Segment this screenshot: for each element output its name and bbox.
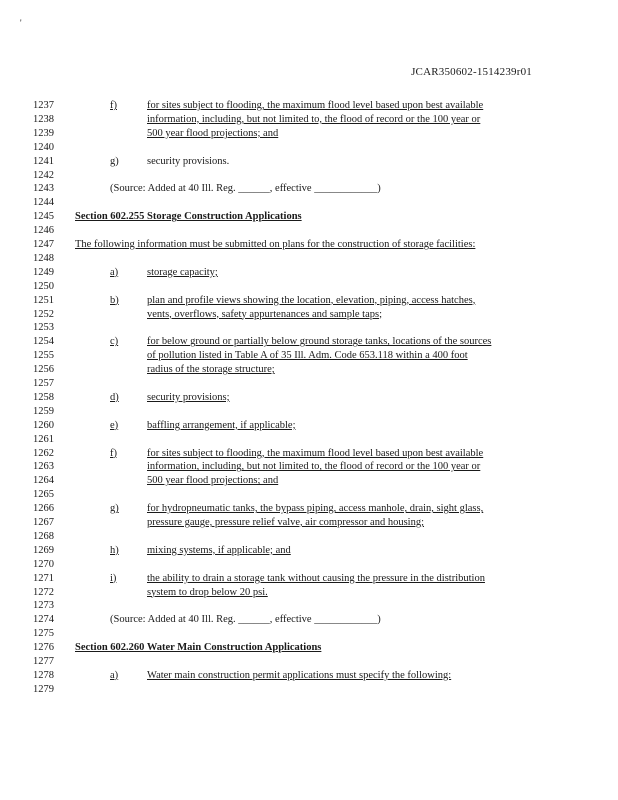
line-number: 1252	[33, 308, 54, 320]
line-number: 1242	[33, 169, 54, 181]
item-text: system to drop below 20 psi.	[147, 586, 268, 598]
line-number: 1261	[33, 433, 54, 445]
item-text: security provisions.	[147, 155, 230, 167]
line-number: 1278	[33, 669, 54, 681]
line-number: 1260	[33, 419, 54, 431]
item-text: for sites subject to flooding, the maximum flood level based upon best available	[147, 447, 484, 459]
item-text: pressure gauge, pressure relief valve, air compressor and housing;	[147, 517, 424, 528]
line-number: 1265	[33, 489, 54, 501]
line-number: 1269	[33, 544, 54, 556]
line-number: 1268	[33, 530, 54, 542]
item-label: a)	[110, 669, 119, 681]
item-label: d)	[110, 391, 119, 403]
item-label: e)	[110, 419, 119, 431]
item-text: storage capacity;	[147, 266, 218, 278]
item-label: h)	[110, 544, 119, 556]
line-number: 1240	[33, 141, 54, 153]
item-label: b)	[110, 294, 119, 306]
item-text: information, including, but not limited to, the flood of record or the 100 year or	[147, 113, 481, 125]
line-number: 1274	[33, 614, 54, 626]
item-text: Water main construction permit applications must specify the following:	[147, 669, 452, 681]
line-number: 1273	[33, 600, 54, 612]
line-number: 1276	[33, 642, 54, 654]
line-number: 1257	[33, 378, 54, 389]
line-number: 1248	[33, 252, 54, 264]
section-heading: Section 602.260 Water Main Construction Applications	[75, 642, 322, 654]
line-number: 1246	[33, 225, 54, 237]
item-text: baffling arrangement, if applicable;	[147, 419, 296, 431]
line-number: 1251	[33, 294, 54, 306]
line-number: 1259	[33, 405, 54, 417]
line-number: 1254	[33, 336, 54, 348]
item-label: i)	[110, 572, 117, 584]
line-number: 1277	[33, 656, 54, 667]
item-text: information, including, but not limited to, the flood of record or the 100 year or	[147, 461, 481, 473]
line-number: 1279	[33, 683, 54, 695]
line-number: 1266	[33, 503, 54, 515]
item-text: for hydropneumatic tanks, the bypass piping, access manhole, drain, sight glass,	[147, 503, 484, 515]
item-text: security provisions;	[147, 391, 230, 403]
line-number: 1243	[33, 183, 54, 195]
item-label: a)	[110, 266, 119, 278]
line-number: 1241	[33, 155, 54, 167]
item-text: plan and profile views showing the location, elevation, piping, access hatches,	[147, 294, 476, 306]
line-number: 1253	[33, 322, 54, 334]
item-label: c)	[110, 336, 119, 348]
line-number: 1250	[33, 280, 54, 292]
line-number: 1271	[33, 572, 54, 584]
line-number: 1272	[33, 586, 54, 598]
item-label: f)	[110, 100, 117, 111]
line-number: 1262	[33, 447, 54, 459]
item-label: g)	[110, 503, 119, 515]
item-text: of pollution listed in Table A of 35 Ill. Adm. Code 653.118 within a 400 foot	[147, 350, 468, 362]
line-number: 1263	[33, 461, 54, 473]
corner-mark: '	[20, 18, 22, 28]
item-text: radius of the storage structure;	[147, 364, 275, 376]
item-text: vents, overflows, safety appurtenances and sample taps;	[147, 308, 383, 320]
line-number: 1256	[33, 364, 54, 376]
line-number: 1258	[33, 391, 54, 403]
item-text: for below ground or partially below ground storage tanks, locations of the sources	[147, 336, 492, 348]
line-number: 1255	[33, 350, 54, 362]
document-id-header: JCAR350602-1514239r01	[411, 66, 532, 78]
source-note: (Source: Added at 40 Ill. Reg. ______, effective ____________)	[110, 183, 381, 195]
line-number: 1264	[33, 475, 54, 487]
source-note: (Source: Added at 40 Ill. Reg. ______, effective ____________)	[110, 614, 381, 626]
section-heading: Section 602.255 Storage Construction Applications	[75, 211, 302, 223]
line-number: 1237	[33, 100, 54, 111]
item-label: f)	[110, 447, 117, 459]
line-number: 1238	[33, 113, 54, 125]
item-text: the ability to drain a storage tank without causing the pressure in the distribution	[147, 572, 485, 584]
line-number: 1245	[33, 211, 54, 223]
line-number: 1270	[33, 558, 54, 570]
section-intro: The following information must be submitted on plans for the construction of storage facilities:	[75, 239, 476, 250]
item-text: 500 year flood projections; and	[147, 127, 279, 139]
line-number: 1249	[33, 266, 54, 278]
line-number: 1275	[33, 628, 54, 640]
line-number: 1247	[33, 239, 54, 250]
item-text: for sites subject to flooding, the maximum flood level based upon best available	[147, 100, 484, 111]
item-label: g)	[110, 155, 119, 167]
line-number: 1239	[33, 127, 54, 139]
item-text: 500 year flood projections; and	[147, 475, 279, 487]
item-text: mixing systems, if applicable; and	[147, 544, 291, 556]
line-number: 1244	[33, 197, 54, 209]
line-number: 1267	[33, 517, 54, 528]
